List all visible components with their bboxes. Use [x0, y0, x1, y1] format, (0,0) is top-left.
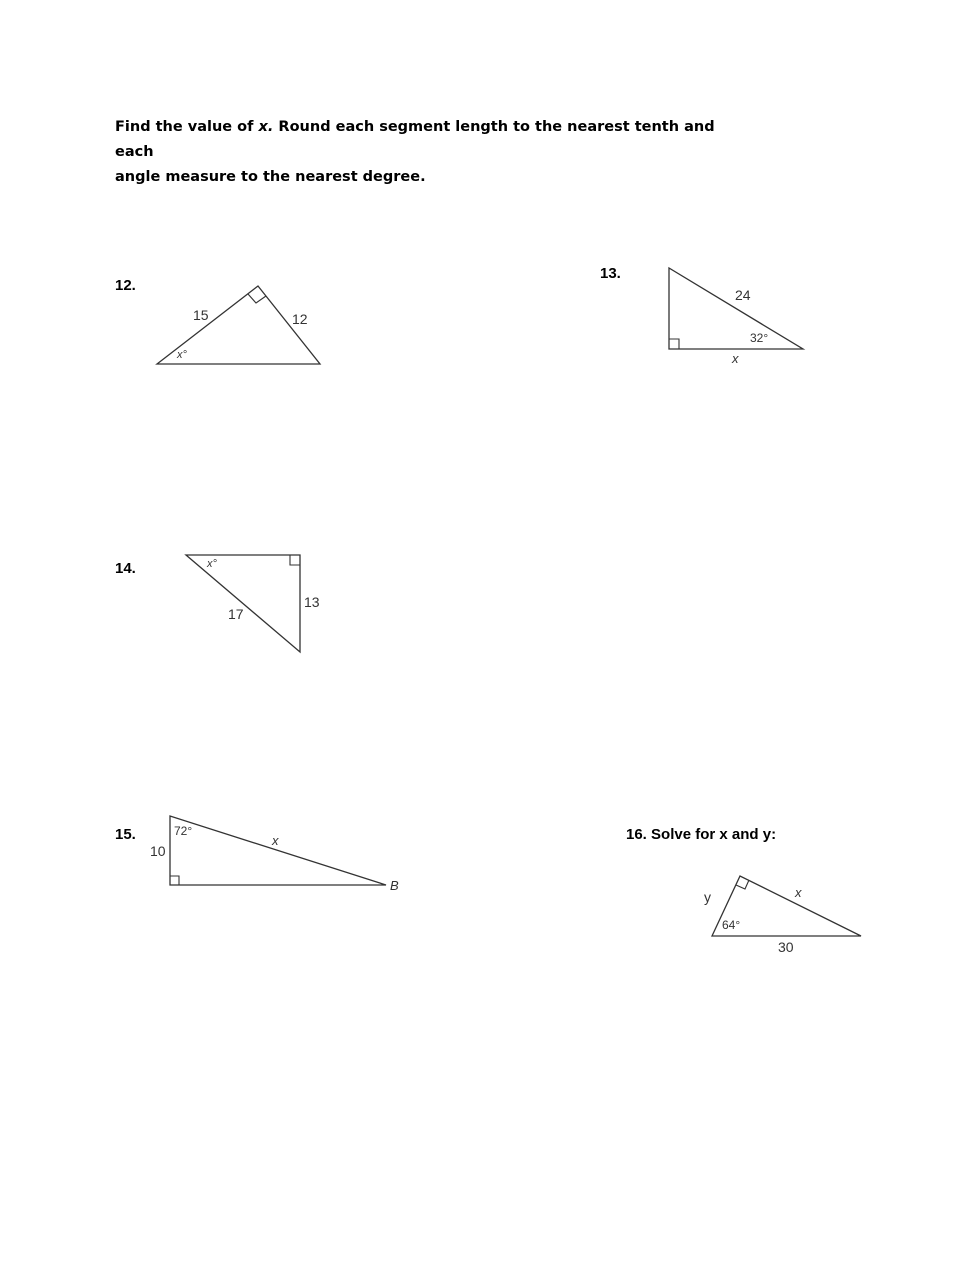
- triangle-15: [150, 816, 399, 893]
- problem-16-number: 16.: [626, 826, 647, 843]
- label-12-angle: x°: [177, 349, 187, 361]
- problem-13-number: 13.: [600, 265, 621, 282]
- right-angle-mark-15: [170, 876, 179, 885]
- instructions-line1-pre: Find the value of: [115, 119, 259, 135]
- label-16-hyp: 30: [778, 939, 794, 955]
- label-15-angle: 72°: [174, 824, 193, 838]
- triangle-13: [669, 268, 803, 366]
- instructions-line1-post: Round each segment length to the nearest tenth and each: [115, 119, 715, 160]
- instructions-var: x.: [258, 119, 274, 135]
- problem-12-number: 12.: [115, 277, 136, 294]
- right-angle-mark-14: [290, 555, 300, 565]
- triangle-14-shape: [186, 555, 300, 652]
- problem-14-number: 14.: [115, 560, 136, 577]
- right-angle-mark-12: [248, 294, 266, 303]
- problem-15-number: 15.: [115, 826, 136, 843]
- label-13-angle: 32°: [750, 331, 769, 345]
- label-12-leg: 12: [292, 311, 308, 327]
- label-13-hyp: 24: [735, 287, 751, 303]
- label-16-angle: 64°: [722, 918, 741, 932]
- triangle-15-shape: [170, 816, 386, 885]
- label-12-hyp: 15: [193, 307, 209, 323]
- triangle-14: [186, 555, 320, 652]
- label-15-hyp: x: [272, 833, 279, 848]
- triangle-12: [157, 286, 320, 364]
- label-16-x: x: [795, 885, 802, 900]
- label-13-leg: x: [732, 351, 739, 366]
- problem-16-title: Solve for x and y:: [651, 826, 777, 843]
- right-angle-mark-13: [669, 339, 679, 349]
- instructions-line2: angle measure to the nearest degree.: [115, 169, 426, 185]
- label-16-y: y: [704, 889, 711, 905]
- label-15-leg: 10: [150, 843, 166, 859]
- label-14-leg: 13: [304, 594, 320, 610]
- label-14-angle: x°: [207, 558, 217, 570]
- label-14-hyp: 17: [228, 606, 244, 622]
- label-15-vertex: B: [390, 878, 399, 893]
- triangle-16: [704, 876, 861, 955]
- triangle-13-shape: [669, 268, 803, 349]
